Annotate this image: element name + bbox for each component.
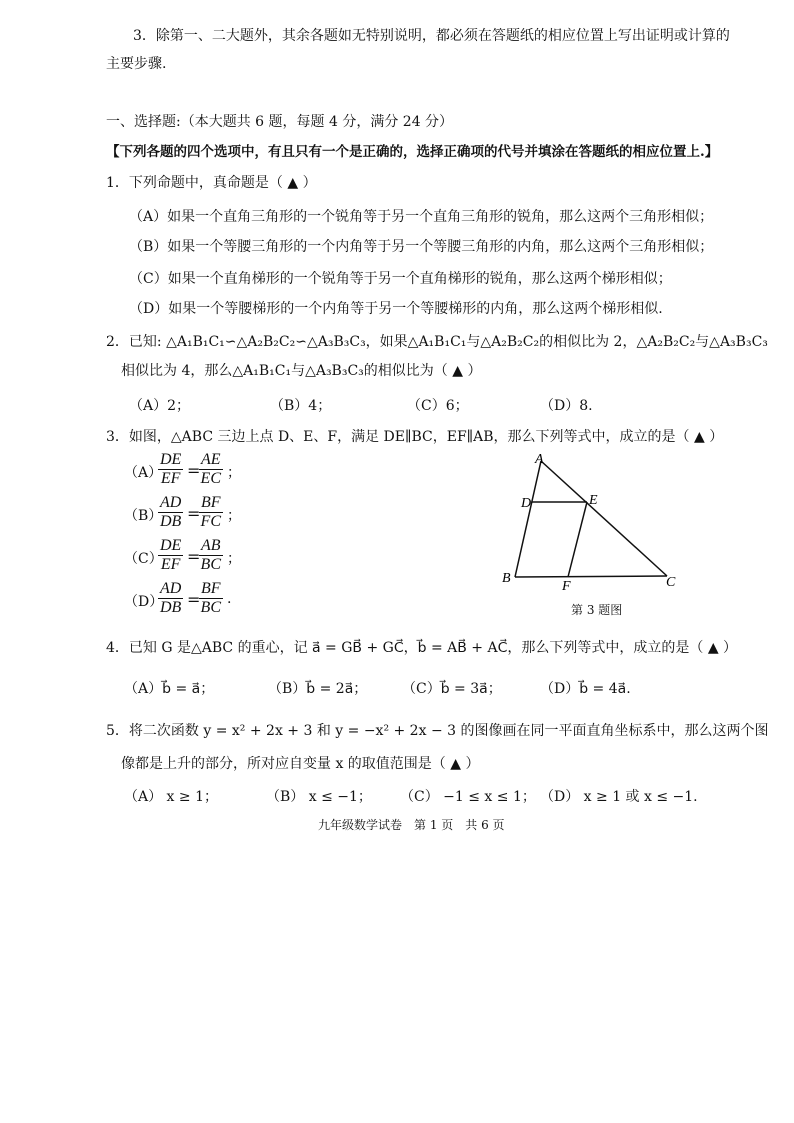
q1-option-d: （D）如果一个等腰梯形的一个内角等于另一个等腰梯形的内角，那么这两个梯形相似.: [129, 301, 663, 317]
q3-figure-caption: 第 3 题图: [571, 603, 623, 617]
q3-option-d-label: （D）: [124, 594, 164, 610]
denominator: EF: [160, 470, 181, 487]
q4-option-a: （A）b⃗ = a⃗；: [124, 681, 215, 697]
numerator: AE: [201, 451, 221, 468]
q2-option-d: （D）8.: [540, 398, 593, 414]
q4-option-c: （C）b⃗ = 3a⃗；: [402, 681, 502, 697]
section-instruction: 【下列各题的四个选项中，有且只有一个是正确的，选择正确项的代号并填涂在答题纸的相应位置上.】: [106, 144, 719, 160]
q3-option-b-end: ；: [227, 508, 241, 524]
equals-sign: =: [187, 590, 201, 609]
q3-option-c-label: （C）: [124, 551, 163, 567]
q4-option-d: （D）b⃗ = 4a⃗.: [540, 681, 631, 697]
segment-ef: [568, 502, 587, 577]
note-3-line1: 3．除第一、二大题外，其余各题如无特别说明，都必须在答题纸的相应位置上写出证明或计算的: [133, 28, 730, 44]
section-heading: 一、选择题:（本大题共 6 题，每题 4 分，满分 24 分）: [106, 114, 454, 130]
point-label-f: F: [562, 579, 571, 594]
q5-option-c: （C） −1 ≤ x ≤ 1；: [400, 789, 536, 805]
denominator: FC: [200, 513, 221, 530]
side-ac: [541, 461, 667, 576]
denominator: DB: [160, 513, 182, 530]
numerator: DE: [160, 451, 182, 468]
q3-option-b-frac-right: [199, 494, 223, 531]
q3-option-b-frac-left: [158, 494, 183, 531]
q3-option-d-end: .: [227, 591, 232, 607]
q2-line2: 相似比为 4，那么△A₁B₁C₁与△A₃B₃C₃的相似比为（ ▲ ）: [121, 363, 482, 379]
q3-option-c-frac-right: [199, 537, 223, 574]
q5-option-a: （A） x ≥ 1；: [124, 789, 218, 805]
side-bc: [515, 576, 667, 577]
q2-option-b: （B）4；: [270, 398, 332, 414]
equals-sign: =: [187, 547, 201, 566]
q2-option-c: （C）6；: [407, 398, 469, 414]
q5-line2: 像都是上升的部分，所对应自变量 x 的取值范围是（ ▲ ）: [121, 756, 480, 772]
q1-option-b: （B）如果一个等腰三角形的一个内角等于另一个等腰三角形的内角，那么这两个三角形相似；: [129, 239, 714, 255]
q5-option-b: （B） x ≤ −1；: [266, 789, 372, 805]
q3-option-d-frac-left: [158, 580, 183, 617]
point-label-e: E: [589, 493, 598, 508]
q3-option-a-frac-left: [158, 451, 183, 488]
page-footer: 九年级数学试卷 第 1 页 共 6 页: [318, 818, 505, 832]
denominator: EC: [200, 470, 221, 487]
side-ab: [515, 461, 541, 577]
denominator: BC: [200, 556, 221, 573]
q4-option-b: （B）b⃗ = 2a⃗；: [268, 681, 368, 697]
numerator: AB: [201, 537, 221, 554]
q1-option-a: （A）如果一个直角三角形的一个锐角等于另一个直角三角形的锐角，那么这两个三角形相似；: [129, 209, 714, 225]
numerator: AD: [160, 580, 182, 597]
denominator: EF: [160, 556, 181, 573]
denominator: DB: [160, 599, 182, 616]
point-label-c: C: [666, 575, 676, 590]
numerator: DE: [160, 537, 182, 554]
q1-option-c: （C）如果一个直角梯形的一个锐角等于另一个直角梯形的锐角，那么这两个梯形相似；: [129, 271, 672, 287]
q3-option-a-end: ；: [227, 465, 241, 481]
q3-option-c-end: ；: [227, 551, 241, 567]
numerator: AD: [160, 494, 182, 511]
q4-stem: 4．已知 G 是△ABC 的重心，记 a⃗ = GB⃗ + GC⃗，b⃗ = AB⃗ + AC⃗，那么下列等式中，成立的是（ ▲ ）: [106, 640, 738, 656]
denominator: BC: [200, 599, 221, 616]
q3-option-a-frac-right: [199, 451, 223, 488]
q1-stem: 1．下列命题中，真命题是（ ▲ ）: [106, 175, 317, 191]
q2-option-a: （A）2；: [129, 398, 191, 414]
q3-option-d-frac-right: [199, 580, 223, 617]
numerator: BF: [201, 580, 221, 597]
q3-option-c-frac-left: [158, 537, 183, 574]
equals-sign: =: [187, 504, 201, 523]
q5-option-d: （D） x ≥ 1 或 x ≤ −1.: [540, 789, 698, 805]
equals-sign: =: [187, 461, 201, 480]
point-label-b: B: [502, 571, 511, 586]
q2-line1: 2．已知: △A₁B₁C₁∽△A₂B₂C₂∽△A₃B₃C₃，如果△A₁B₁C₁与△A₂B₂C₂的相似比为 2，△A₂B₂C₂与△A₃B₃C₃: [106, 334, 768, 350]
q3-triangle-figure: [495, 450, 685, 595]
q3-option-a-label: （A）: [124, 465, 163, 481]
note-3-line2: 主要步骤.: [106, 56, 167, 72]
q3-stem: 3．如图，△ABC 三边上点 D、E、F，满足 DE∥BC，EF∥AB，那么下列等式中，成立的是（ ▲ ）: [106, 429, 724, 445]
q3-option-b-label: （B）: [124, 508, 163, 524]
point-label-d: D: [521, 496, 532, 511]
numerator: BF: [201, 494, 221, 511]
point-label-a: A: [535, 452, 544, 467]
q5-line1: 5．将二次函数 y = x² + 2x + 3 和 y = −x² + 2x − 3 的图像画在同一平面直角坐标系中，那么这两个图: [106, 723, 769, 739]
